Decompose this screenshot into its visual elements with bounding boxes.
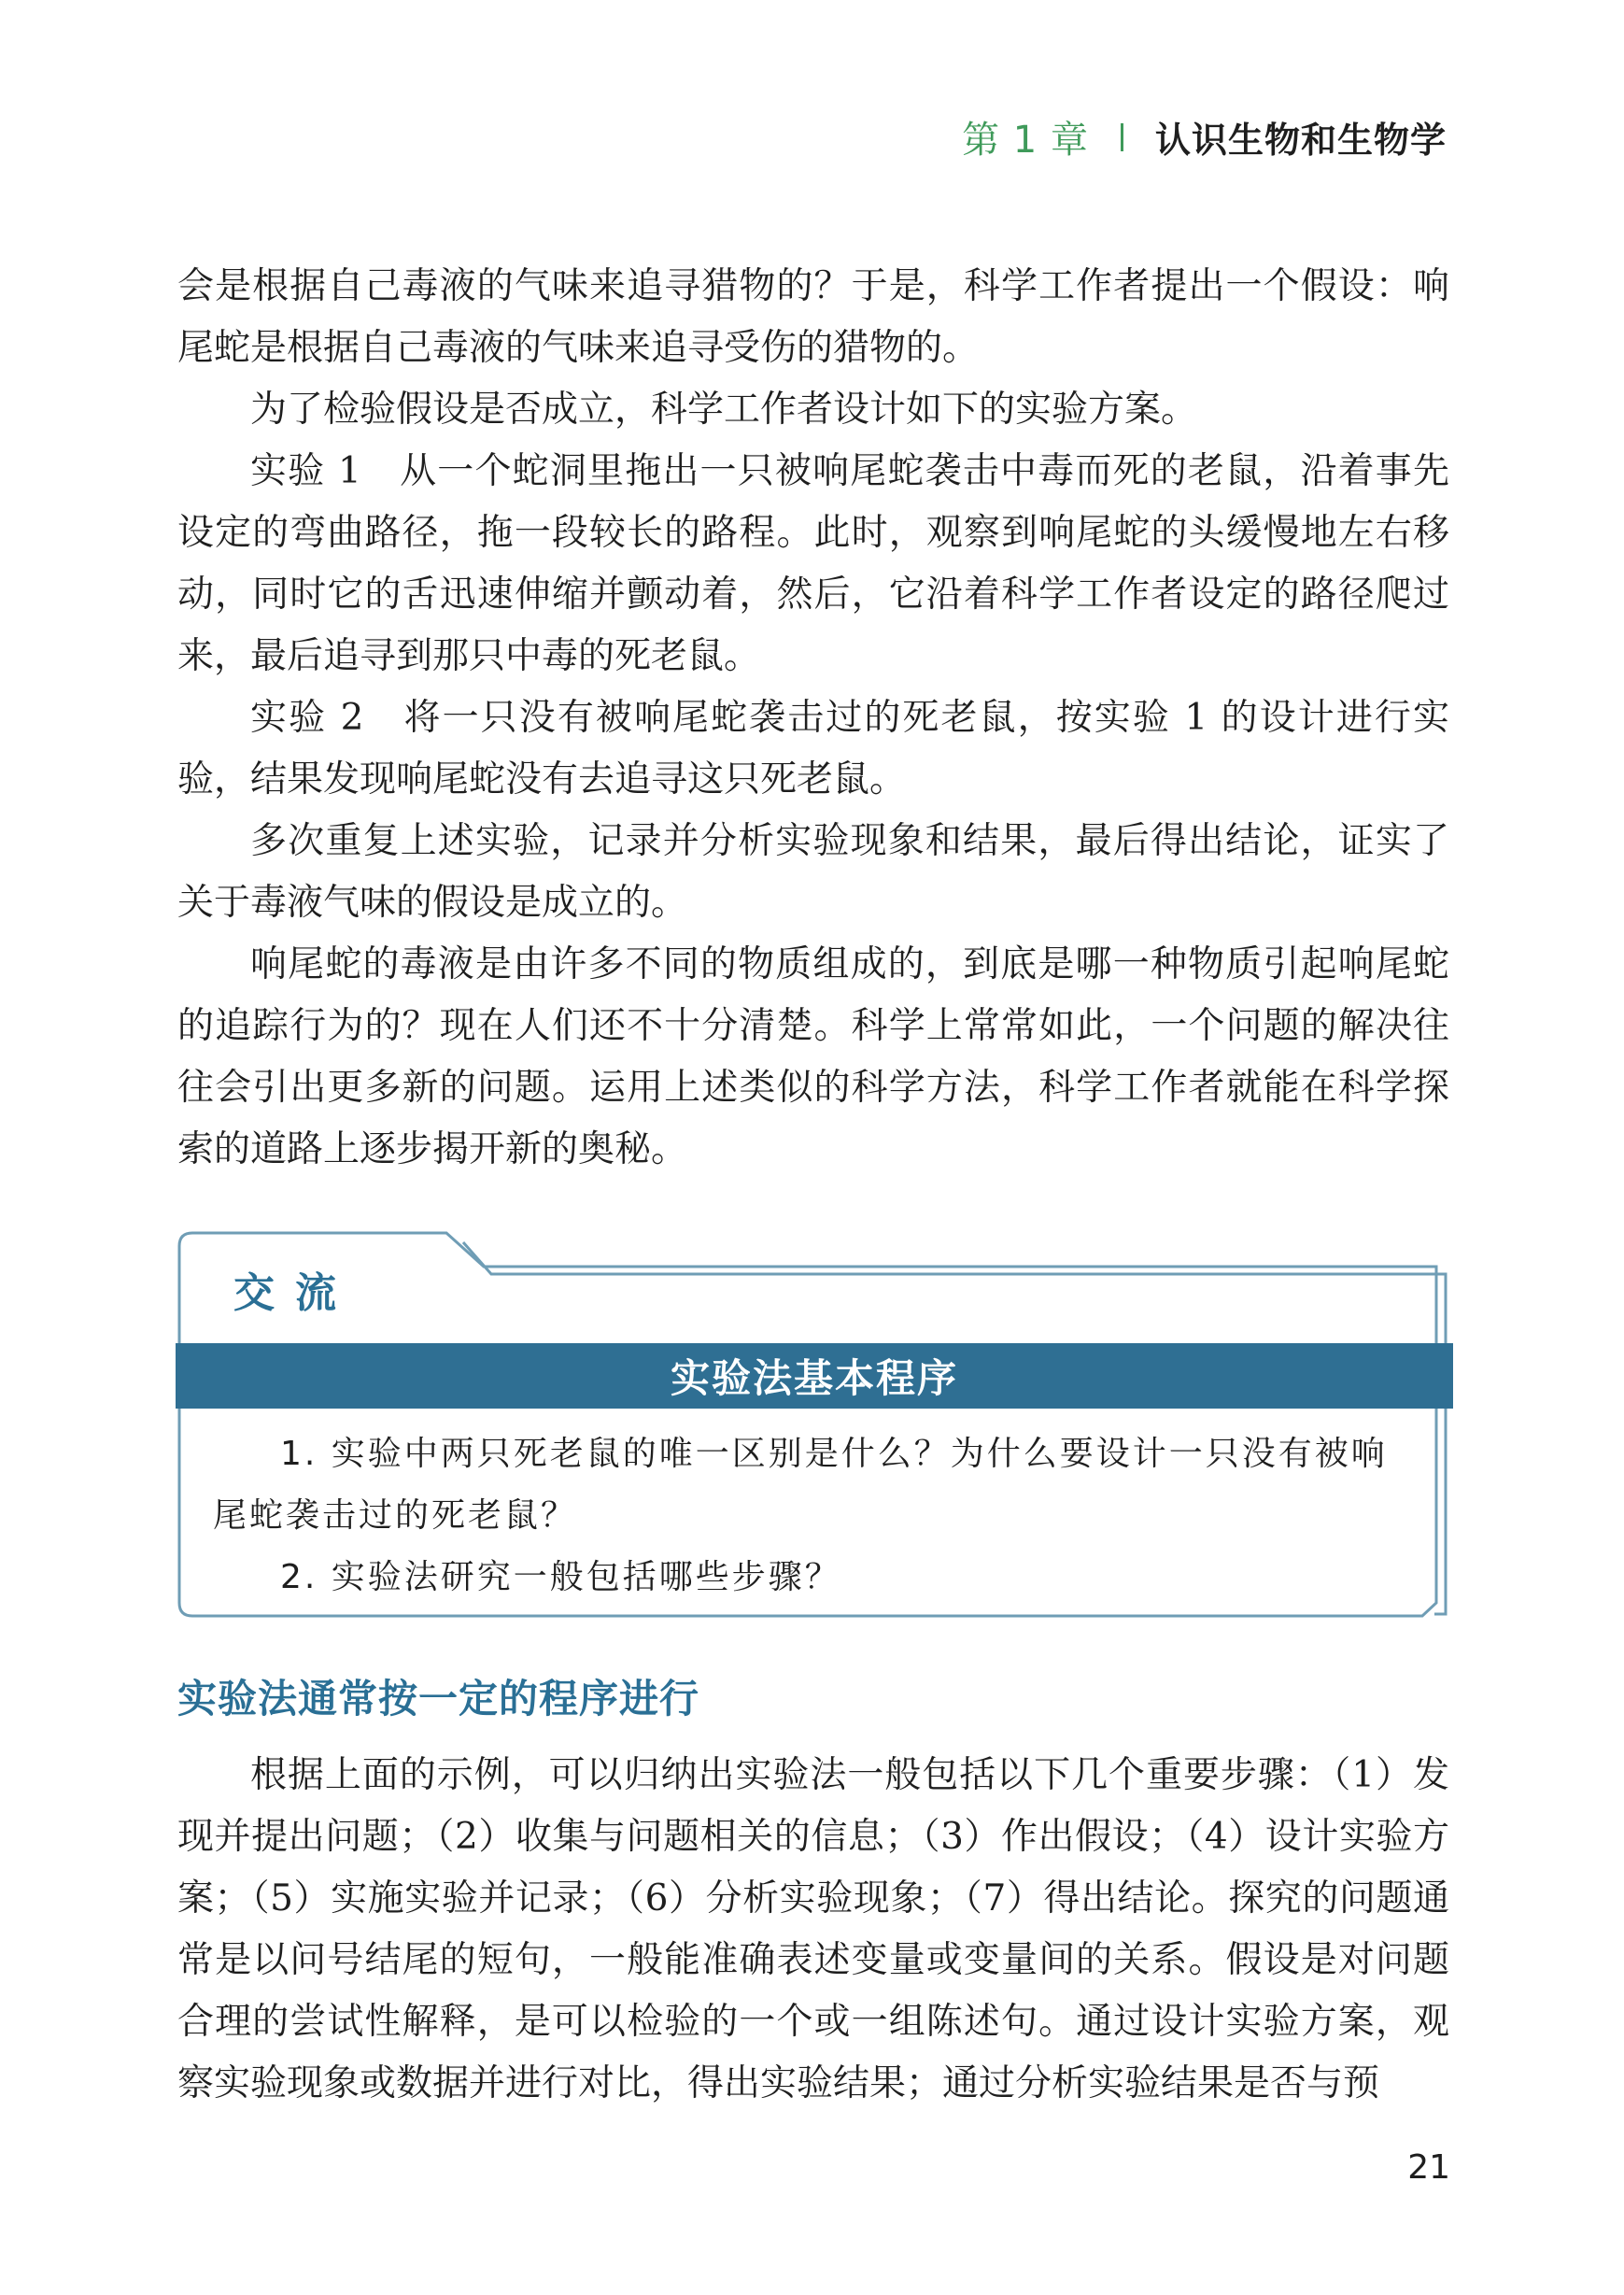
question-item: 2. 实验法研究一般包括哪些步骤？ [280, 1558, 841, 1596]
paragraph: 会是根据自己毒液的气味来追寻猎物的？于是，科学工作者提出一个假设：响尾蛇是根据自己毒液的气味来追寻受伤的猎物的。 [177, 265, 1449, 369]
chapter-number: 第 1 章 [962, 119, 1089, 162]
page-number: 21 [1407, 2148, 1450, 2187]
running-header [962, 110, 1447, 163]
body-text-bottom [177, 1745, 1449, 2115]
exchange-title-band [176, 1343, 1453, 1409]
chapter-title: 认识生物和生物学 [1154, 120, 1447, 161]
question-item: 1. 实验中两只死老鼠的唯一区别是什么？为什么要设计一只没有被响尾蛇袭击过的死老鼠？ [213, 1435, 1388, 1535]
body-text-top [177, 256, 1449, 1181]
header-divider [1121, 123, 1123, 151]
exchange-label: 交流 [233, 1269, 357, 1317]
paragraph: 实验 1 从一个蛇洞里拖出一只被响尾蛇袭击中毒而死的老鼠，沿着事先设定的弯曲路径，拖一段较长的路程。此时，观察到响尾蛇的头缓慢地左右移动，同时它的舌迅速伸缩并颤动着，然后，它沿着科学工作者设定的路径爬过来，最后追寻到那只中毒的死老鼠。 [177, 450, 1449, 677]
paragraph: 响尾蛇的毒液是由许多不同的物质组成的，到底是哪一种物质引起响尾蛇的追踪行为的？现在人们还不十分清楚。科学上常常如此，一个问题的解决往往会引出更多新的问题。运用上述类似的科学方法，科学工作者就能在科学探索的道路上逐步揭开新的奥秘。 [177, 943, 1449, 1170]
exchange-box [176, 1231, 1453, 1623]
paragraph: 多次重复上述实验，记录并分析实验现象和结果，最后得出结论，证实了关于毒液气味的假设是成立的。 [177, 820, 1449, 924]
exchange-title: 实验法基本程序 [670, 1355, 958, 1401]
paragraph: 实验 2 将一只没有被响尾蛇袭击过的死老鼠，按实验 1 的设计进行实验，结果发现响尾蛇没有去追寻这只死老鼠。 [177, 697, 1449, 800]
paragraph: 为了检验假设是否成立，科学工作者设计如下的实验方案。 [250, 389, 1198, 431]
exchange-questions [213, 1424, 1418, 1608]
paragraph: 根据上面的示例，可以归纳出实验法一般包括以下几个重要步骤：（1）发现并提出问题；（2）收集与问题相关的信息；（3）作出假设；（4）设计实验方案；（5）实施实验并记录；（6）分析实验现象；（7）得出结论。探究的问题通常是以问号结尾的短句，一般能准确表述变量或变量间的关系。假设是对问题合理的尝试性解释，是可以检验的一个或一组陈述句。通过设计实验方案，观察实验现象或数据并进行对比，得出实验结果；通过分析实验结果是否与预 [177, 1754, 1449, 2104]
section-heading: 实验法通常按一定的程序进行 [177, 1676, 700, 1721]
